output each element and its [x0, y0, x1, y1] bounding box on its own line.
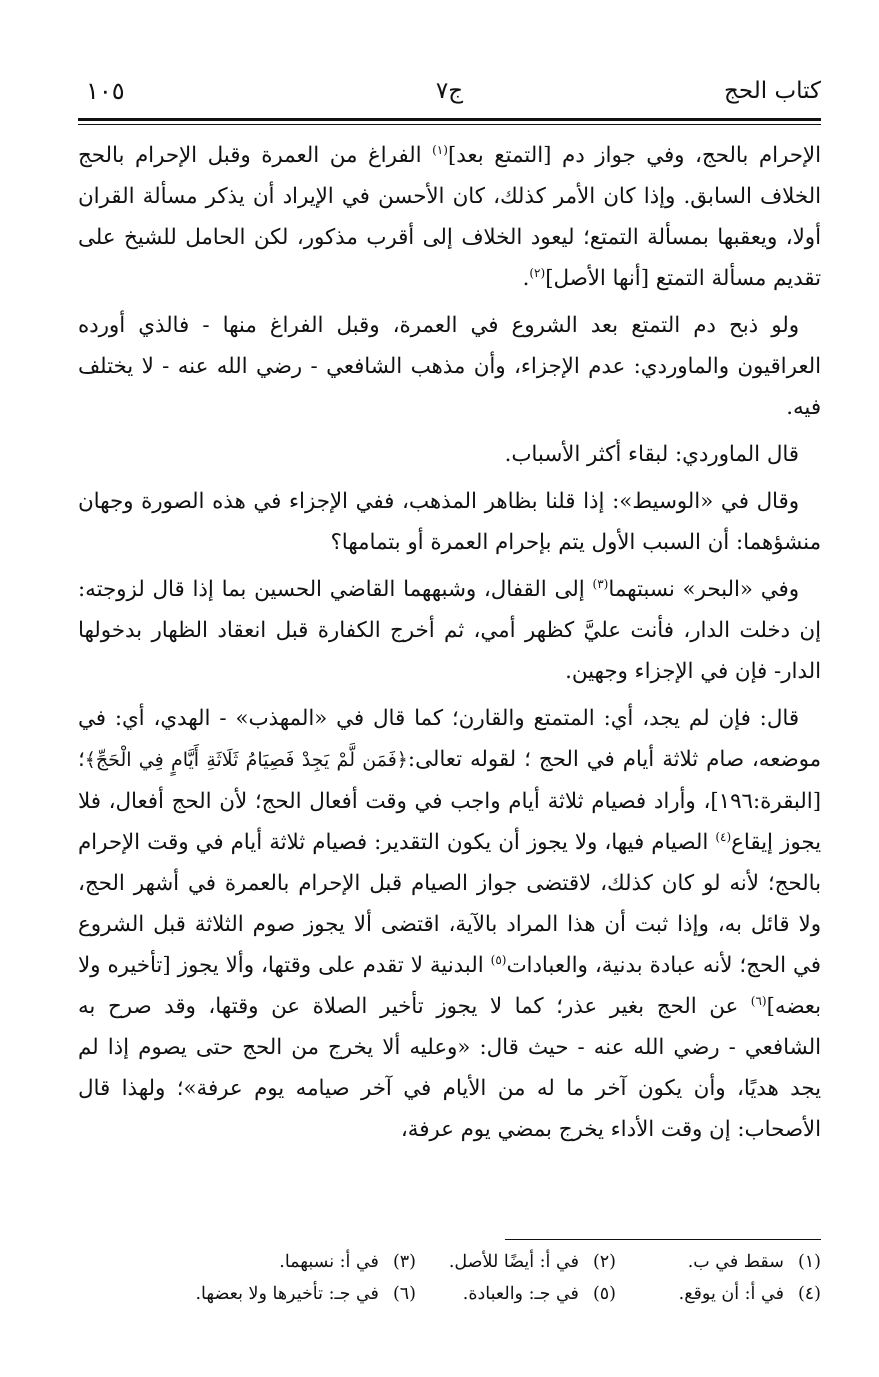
- p6-text-a: قال: فإن لم يجد، أي: المتمتع والقارن؛ كما قال في «المهذب» - الهدي، أي: في موضعه، صام ثلاثة أيام في الحج ؛ لقوله تعالى:: [78, 706, 821, 772]
- footnote-4: [616, 1278, 821, 1310]
- paragraph-5: [78, 569, 821, 692]
- p6-text-e: عن الحج بغير عذر؛ كما لا يجوز تأخير الصلاة عن وقتها، وقد صرح به الشافعي - رضي الله عنه - حيث قال: «وعليه ألا يخرج من الحج حتى يصوم إذا لم يجد هديًا، وأن يكون آخر ما له من الأيام في آخر صيامه يوم عرفة»؛ ولهذا قال الأصحاب: إن وقت الأداء يخرج بمضي يوم عرفة،: [78, 994, 821, 1142]
- footnote-ref-2: (٢): [529, 265, 546, 280]
- main-text: [78, 135, 821, 1150]
- paragraph-6: [78, 698, 821, 1150]
- paragraph-3: قال الماوردي: لبقاء أكثر الأسباب.: [504, 442, 799, 467]
- footnote-ref-1: (١): [432, 142, 448, 157]
- p6-text-c: الصيام فيها، ولا يجوز أن يكون التقدير: فصيام ثلاثة أيام في وقت الإحرام بالحج؛ لأنه لو كان كذلك، لاقتضى جواز الصيام قبل الإحرام بالعمرة في أشهر الحج، ولا قائل به، وإذا ثبت أن هذا المراد بالآية، اقتضى ألا يجوز صوم الثلاثة قبل الشروع في الحج؛ لأنه عبادة بدنية، والعبادات: [78, 830, 821, 978]
- footnote-1: [616, 1246, 821, 1278]
- p5-text-a: وفي «البحر» نسبتهما: [608, 577, 799, 602]
- footnote-number: (٢): [592, 1252, 616, 1272]
- p6-text-d: البدنية لا تقدم على وقتها، وألا يجوز [تأخيره ولا بعضه]: [78, 953, 821, 1019]
- footnote-6: [195, 1278, 416, 1310]
- paragraph-1: [78, 135, 821, 299]
- header-rule-thick: [78, 118, 821, 121]
- footnote-ref-3: (٣): [592, 576, 609, 591]
- footnote-row-1: [78, 1246, 821, 1278]
- footnote-separator: [505, 1239, 821, 1240]
- book-page: [78, 70, 821, 1304]
- quran-verse: ﴿فَمَن لَّمْ يَجِدْ فَصِيَامُ ثَلَاثَةِ أَيَّامٍ فِي الْحَجِّ﴾: [84, 749, 408, 771]
- footnote-number: (٣): [392, 1252, 416, 1272]
- footnote-ref-4: (٤): [715, 829, 732, 844]
- footnote-row-2: [78, 1278, 821, 1310]
- p6-text-b: ؛ [البقرة:١٩٦]، وأراد فصيام ثلاثة أيام واجب في وقت أفعال الحج؛ لأن الحج أفعال، فلا يجوز إيقاع: [78, 747, 821, 855]
- p5-text-b: إلى القفال، وشبههما القاضي الحسين بما إذا قال لزوجته: إن دخلت الدار، فأنت عليَّ كظهر أمي، ثم أخرج الكفارة قبل انعقاد الظهار بدخولها الدار- فإن في الإجزاء وجهين.: [78, 577, 821, 684]
- footnote-number: (٦): [392, 1284, 416, 1304]
- footnote-2: [416, 1246, 616, 1278]
- footnote-text: في أ: أن يوقع.: [678, 1284, 784, 1304]
- footnote-number: (٤): [797, 1284, 821, 1304]
- footnotes: [78, 1246, 821, 1310]
- volume-label: ج٧: [435, 78, 464, 104]
- paragraph-4: وقال في «الوسيط»: إذا قلنا بظاهر المذهب، ففي الإجزاء في هذه الصورة وجهان منشؤهما: أن السبب الأول يتم بإحرام العمرة أو بتمامها؟: [78, 489, 821, 555]
- footnote-text: في جـ: والعبادة.: [462, 1284, 579, 1304]
- footnote-ref-6: (٦): [750, 993, 767, 1008]
- p1-text-b: الفراغ من العمرة وقبل الإحرام بالحج الخلاف السابق. وإذا كان الأمر كذلك، كان الأحسن في الإيراد أن يذكر مسألة القران أولا، ويعقبها بمسألة التمتع؛ ليعود الخلاف إلى أقرب مذكور، لكن الحامل للشيخ على تقديم مسألة التمتع [أنها الأصل]: [78, 143, 821, 291]
- footnote-text: في أ: أيضًا للأصل.: [448, 1252, 579, 1272]
- p1-text-a: الإحرام بالحج، وفي جواز دم [التمتع بعد]: [447, 143, 821, 168]
- footnote-ref-5: (٥): [490, 952, 507, 967]
- footnote-number: (٥): [592, 1284, 616, 1304]
- footnote-3: [216, 1246, 416, 1278]
- paragraph-2: ولو ذبح دم التمتع بعد الشروع في العمرة، وقبل الفراغ منها - فالذي أورده العراقيون والماوردي: عدم الإجزاء، وأن مذهب الشافعي - رضي الله عنه - لا يختلف فيه.: [78, 313, 821, 420]
- book-title: كتاب الحج: [724, 78, 821, 104]
- p1-text-c: .: [522, 266, 530, 291]
- running-header: [78, 70, 821, 112]
- footnote-number: (١): [797, 1252, 821, 1272]
- footnote-text: في جـ: تأخيرها ولا بعضها.: [195, 1284, 379, 1304]
- page-number: ١٠٥: [86, 77, 125, 105]
- header-rule-thin: [78, 124, 821, 125]
- footnote-text: سقط في ب.: [687, 1252, 784, 1272]
- footnote-5: [416, 1278, 616, 1310]
- footnote-text: في أ: نسبهما.: [279, 1252, 379, 1272]
